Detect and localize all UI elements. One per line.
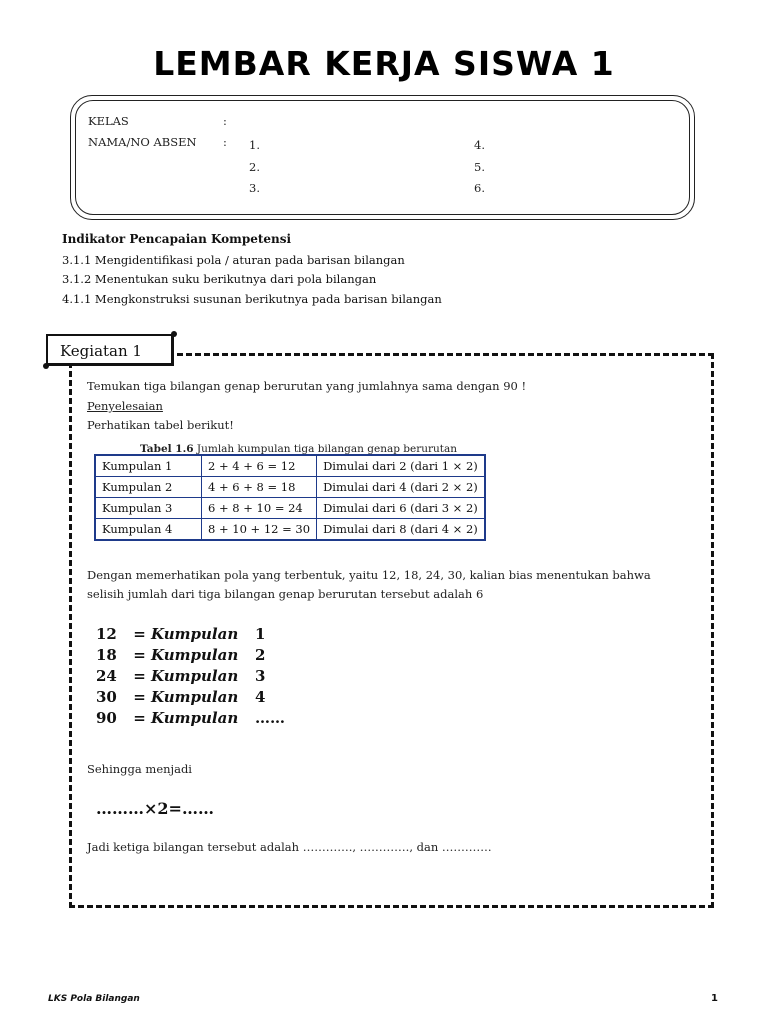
equation-line bbox=[96, 709, 285, 727]
indicator-item: 3.1.1 Mengidentifikasi pola / aturan pada barisan bilangan bbox=[62, 253, 405, 267]
student-number: 5. bbox=[474, 160, 485, 174]
class-colon: : bbox=[223, 114, 227, 128]
table-cell: 8 + 10 + 12 = 30 bbox=[202, 519, 317, 541]
indicators-title: Indikator Pencapaian Kompetensi bbox=[62, 232, 292, 246]
equation-line bbox=[96, 625, 265, 643]
answer-formula: ………×2=…… bbox=[96, 799, 214, 818]
student-number: 6. bbox=[474, 181, 485, 195]
table-cell: Dimulai dari 8 (dari 4 × 2) bbox=[317, 519, 485, 541]
table-caption-number: Tabel 1.6 bbox=[140, 443, 194, 455]
equation-line bbox=[96, 688, 265, 706]
solution-label: Penyelesaian bbox=[87, 399, 163, 413]
class-label: KELAS bbox=[88, 114, 129, 128]
equation-rhs: 1 bbox=[255, 625, 266, 643]
equation-word: Kumpulan bbox=[151, 688, 239, 706]
table-row bbox=[95, 519, 485, 541]
table-intro: Perhatikan tabel berikut! bbox=[87, 418, 234, 432]
table-row bbox=[95, 498, 485, 519]
footer-title: LKS Pola Bilangan bbox=[48, 994, 140, 1004]
indicator-item: 3.1.2 Menentukan suku berikutnya dari pola bilangan bbox=[62, 272, 377, 286]
equation-lhs: 12 bbox=[96, 625, 117, 643]
identity-box bbox=[70, 95, 695, 220]
paragraph-line: Dengan memerhatikan pola yang terbentuk, yaitu 12, 18, 24, 30, kalian bias menentukan bahwa bbox=[87, 568, 651, 582]
table-row bbox=[95, 455, 485, 477]
indicator-item: 4.1.1 Mengkonstruksi susunan berikutnya pada barisan bilangan bbox=[62, 292, 442, 306]
equation-line bbox=[96, 646, 265, 664]
activity-tab bbox=[46, 334, 174, 366]
equation-word: Kumpulan bbox=[151, 667, 239, 685]
equation-lhs: 24 bbox=[96, 667, 117, 685]
table-cell: 4 + 6 + 8 = 18 bbox=[202, 477, 317, 498]
equation-rhs: 4 bbox=[255, 688, 266, 706]
tab-corner-dot bbox=[43, 363, 49, 369]
equals-sign: = bbox=[133, 709, 146, 727]
equals-sign: = bbox=[133, 688, 146, 706]
conclusion-intro: Sehingga menjadi bbox=[87, 762, 192, 776]
table-cell: Kumpulan 2 bbox=[95, 477, 202, 498]
page-number: 1 bbox=[711, 993, 718, 1004]
student-number: 2. bbox=[249, 160, 260, 174]
equation-lhs: 18 bbox=[96, 646, 117, 664]
equation-rhs: 3 bbox=[255, 667, 266, 685]
table-cell: 2 + 4 + 6 = 12 bbox=[202, 455, 317, 477]
tab-corner-dot bbox=[171, 331, 177, 337]
student-number: 1. bbox=[249, 138, 260, 152]
equation-lhs: 30 bbox=[96, 688, 117, 706]
table-cell: Dimulai dari 4 (dari 2 × 2) bbox=[317, 477, 485, 498]
paragraph-line: selisih jumlah dari tiga bilangan genap berurutan tersebut adalah 6 bbox=[87, 587, 484, 601]
data-table bbox=[94, 454, 486, 541]
table-row bbox=[95, 477, 485, 498]
activity-tab-label: Kegiatan 1 bbox=[60, 342, 142, 360]
table-cell: Kumpulan 4 bbox=[95, 519, 202, 541]
table-cell: Kumpulan 3 bbox=[95, 498, 202, 519]
name-colon: : bbox=[223, 135, 227, 149]
equation-rhs: …… bbox=[255, 709, 286, 727]
equals-sign: = bbox=[133, 667, 146, 685]
student-number: 4. bbox=[474, 138, 485, 152]
final-sentence: Jadi ketiga bilangan tersebut adalah …………., …………., dan …………. bbox=[87, 840, 492, 854]
equation-lhs: 90 bbox=[96, 709, 117, 727]
equals-sign: = bbox=[133, 646, 146, 664]
question-text: Temukan tiga bilangan genap berurutan yang jumlahnya sama dengan 90 ! bbox=[87, 379, 527, 393]
equation-line bbox=[96, 667, 265, 685]
table-cell: Dimulai dari 6 (dari 3 × 2) bbox=[317, 498, 485, 519]
equation-word: Kumpulan bbox=[151, 625, 239, 643]
name-label: NAMA/NO ABSEN bbox=[88, 135, 197, 149]
equation-word: Kumpulan bbox=[151, 646, 239, 664]
table-cell: Dimulai dari 2 (dari 1 × 2) bbox=[317, 455, 485, 477]
equation-word: Kumpulan bbox=[151, 709, 239, 727]
equals-sign: = bbox=[133, 625, 146, 643]
equation-rhs: 2 bbox=[255, 646, 266, 664]
table-cell: Kumpulan 1 bbox=[95, 455, 202, 477]
table-caption-text: Jumlah kumpulan tiga bilangan genap berurutan bbox=[193, 443, 458, 455]
worksheet-title: LEMBAR KERJA SISWA 1 bbox=[153, 44, 615, 83]
table-cell: 6 + 8 + 10 = 24 bbox=[202, 498, 317, 519]
student-number: 3. bbox=[249, 181, 260, 195]
identity-box-inner-border bbox=[75, 100, 690, 215]
